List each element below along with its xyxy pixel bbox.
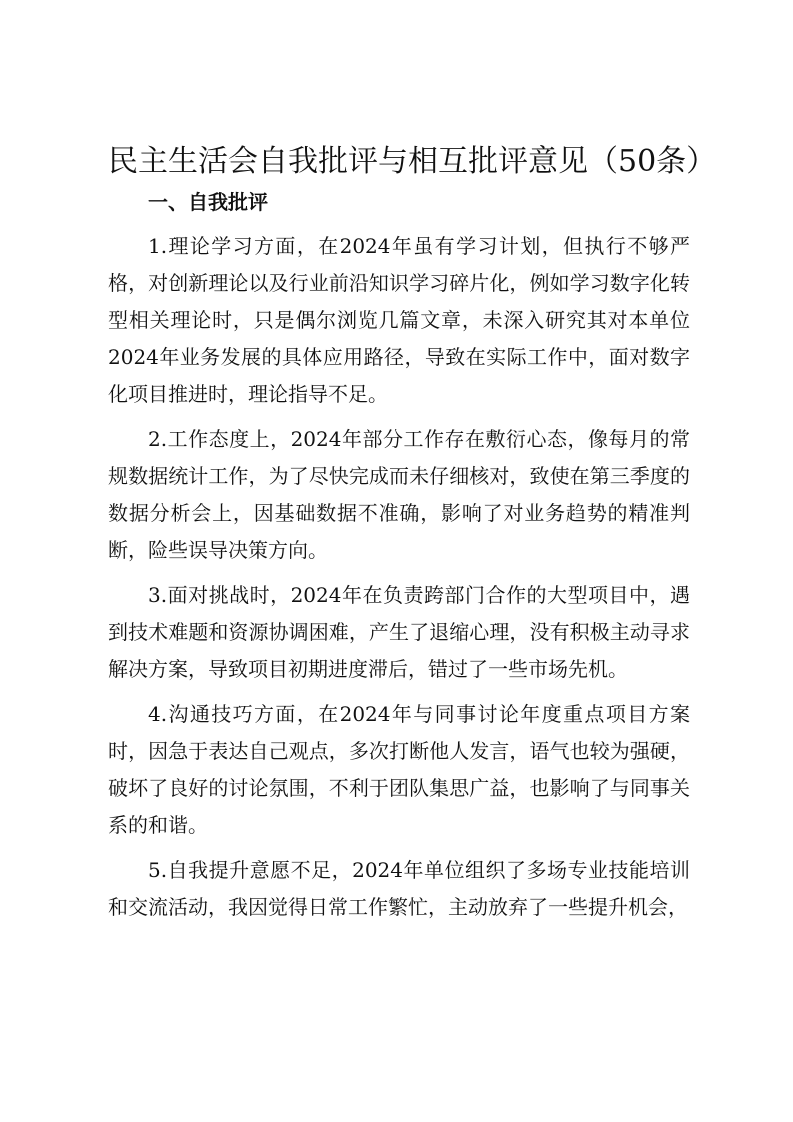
paragraph-5: 5.自我提升意愿不足，2024年单位组织了多场专业技能培训和交流活动，我因觉得日常工作繁忙，主动放弃了一些提升机会， [108, 858, 690, 919]
paragraph-2: 2.工作态度上，2024年部分工作存在敷衍心态，像每月的常规数据统计工作，为了尽快完成而未仔细核对，致使在第三季度的数据分析会上，因基础数据不准确，影响了对业务趋势的精准判断，险些误导决策方向。 [108, 427, 690, 562]
paragraph-3: 3.面对挑战时，2024年在负责跨部门合作的大型项目中，遇到技术难题和资源协调困难，产生了退缩心理，没有积极主动寻求解决方案，导致项目初期进度滞后，错过了一些市场先机。 [108, 583, 690, 681]
section-heading: 一、自我批评 [148, 190, 268, 214]
paragraph-1: 1.理论学习方面，在2024年虽有学习计划，但执行不够严格，对创新理论以及行业前沿知识学习碎片化，例如学习数字化转型相关理论时，只是偶尔浏览几篇文章，未深入研究其对本单位2024年业务发展的具体应用路径，导致在实际工作中，面对数字化项目推进时，理论指导不足。 [108, 234, 690, 406]
body-text [108, 228, 690, 934]
document-title: 民主生活会自我批评与相互批评意见（50条） [108, 144, 717, 179]
paragraph-4: 4.沟通技巧方面，在2024年与同事讨论年度重点项目方案时，因急于表达自己观点，多次打断他人发言，语气也较为强硬，破坏了良好的讨论氛围，不利于团队集思广益，也影响了与同事关系的和谐。 [108, 702, 690, 837]
